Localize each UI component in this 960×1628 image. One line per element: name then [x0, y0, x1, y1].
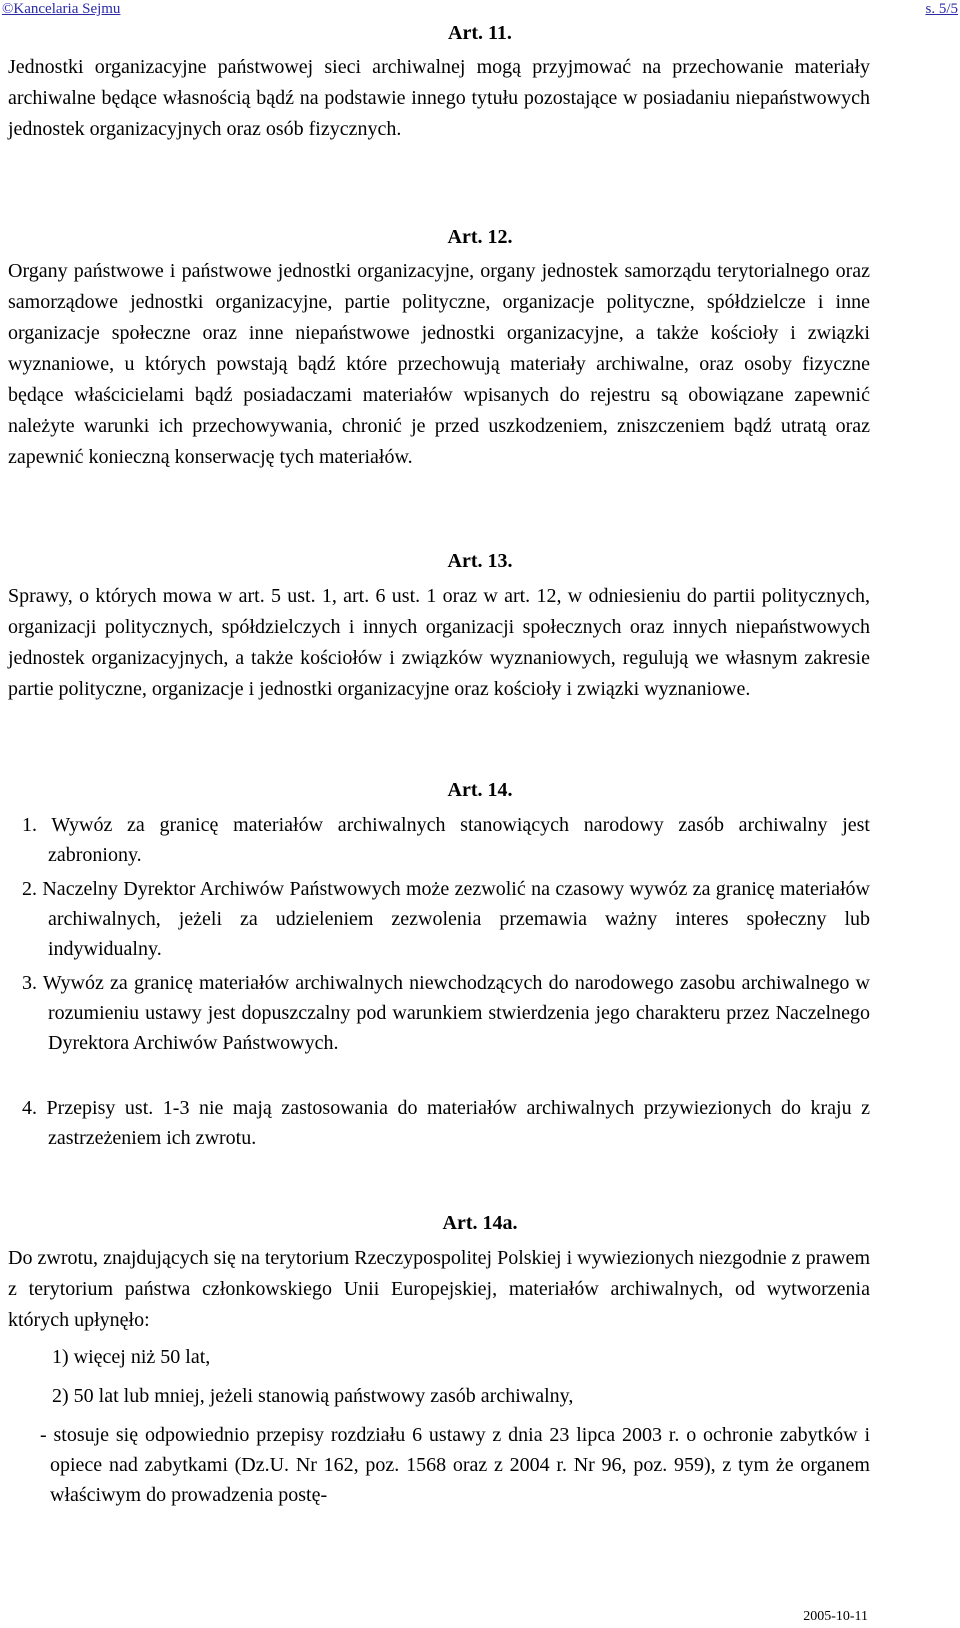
source-link[interactable]: ©Kancelaria Sejmu [2, 1, 121, 17]
art-14a-point-2: 2) 50 lat lub mniej, jeżeli stanowią państwowy zasób archiwalny, [52, 1385, 574, 1407]
art-13-title: Art. 13. [447, 550, 513, 572]
art-11-title: Art. 11. [448, 22, 512, 44]
header-source[interactable] [2, 0, 120, 18]
art-14-item-3: 3. Wywóz za granicę materiałów archiwalnych niewchodzących do narodowego zasobu archiwalnego w rozumieniu ustawy jest dopuszczalny pod warunkiem stwierdzenia jego charakteru przez Naczelnego Dyrektora Archiwów Państwowych. [22, 972, 870, 1054]
art-14a-closing: - stosuje się odpowiednio przepisy rozdziału 6 ustawy z dnia 23 lipca 2003 r. o ochronie zabytków i opiece nad zabytkami (Dz.U. Nr 162, poz. 1568 oraz z 2004 r. Nr 96, poz. 959), z tym że organem właściwym do prowadzenia postę- [40, 1424, 870, 1506]
art-12-text: Organy państwowe i państwowe jednostki organizacyjne, organy jednostek samorządu terytorialnego oraz samorządowe jednostki organizacyjne, partie polityczne, organizacje polityczne, spółdzielcze i inne organizacje społeczne oraz inne niepaństwowe jednostki organizacyjne, a także kościoły i związki wyznaniowe, u których powstają bądź które przechowują materiały archiwalne, oraz osoby fizyczne będące właścicielami bądź posiadaczami materiałów wpisanych do rejestru są obowiązane zapewnić należyte warunki ich przechowywania, chronić je przed uszkodzeniem, zniszczeniem bądź utratą oraz zapewnić konieczną konserwację tych materiałów. [8, 260, 870, 468]
footer-date: 2005-10-11 [803, 1609, 868, 1624]
art-14a-point-1: 1) więcej niż 50 lat, [52, 1346, 211, 1368]
page-number-link[interactable]: s. 5/5 [925, 1, 958, 17]
art-14-title: Art. 14. [447, 779, 513, 801]
art-12-title: Art. 12. [447, 226, 513, 248]
art-11-text: Jednostki organizacyjne państwowej sieci archiwalnej mogą przyjmować na przechowanie materiały archiwalne będące własnością bądź na podstawie innego tytułu pozostające w posiadaniu niepaństwowych jednostek organizacyjnych oraz osób fizycznych. [8, 56, 870, 140]
art-14-item-4: 4. Przepisy ust. 1-3 nie mają zastosowania do materiałów archiwalnych przywiezionych do kraju z zastrzeżeniem ich zwrotu. [22, 1097, 870, 1149]
art-14-item-1: 1. Wywóz za granicę materiałów archiwalnych stanowiących narodowy zasób archiwalny jest zabroniony. [22, 814, 870, 866]
art-13-text: Sprawy, o których mowa w art. 5 ust. 1, art. 6 ust. 1 oraz w art. 12, w odniesieniu do partii politycznych, organizacji politycznych, spółdzielczych i innych organizacji społecznych oraz innych niepaństwowych jednostek organizacyjnych, a także kościołów i związków wyznaniowych, regulują we własnym zakresie partie polityczne, organizacje i jednostki organizacyjne oraz kościoły i związki wyznaniowe. [8, 585, 870, 700]
art-14a-title: Art. 14a. [442, 1212, 518, 1234]
art-14-item-2: 2. Naczelny Dyrektor Archiwów Państwowych może zezwolić na czasowy wywóz za granicę materiałów archiwalnych, jeżeli za udzieleniem zezwolenia przemawia ważny interes społeczny lub indywidualny. [22, 878, 870, 960]
art-14a-intro: Do zwrotu, znajdujących się na terytorium Rzeczypospolitej Polskiej i wywiezionych niezgodnie z prawem z terytorium państwa członkowskiego Unii Europejskiej, materiałów archiwalnych, od wytworzenia których upłynęło: [8, 1247, 870, 1331]
header-page-number[interactable] [925, 0, 958, 18]
